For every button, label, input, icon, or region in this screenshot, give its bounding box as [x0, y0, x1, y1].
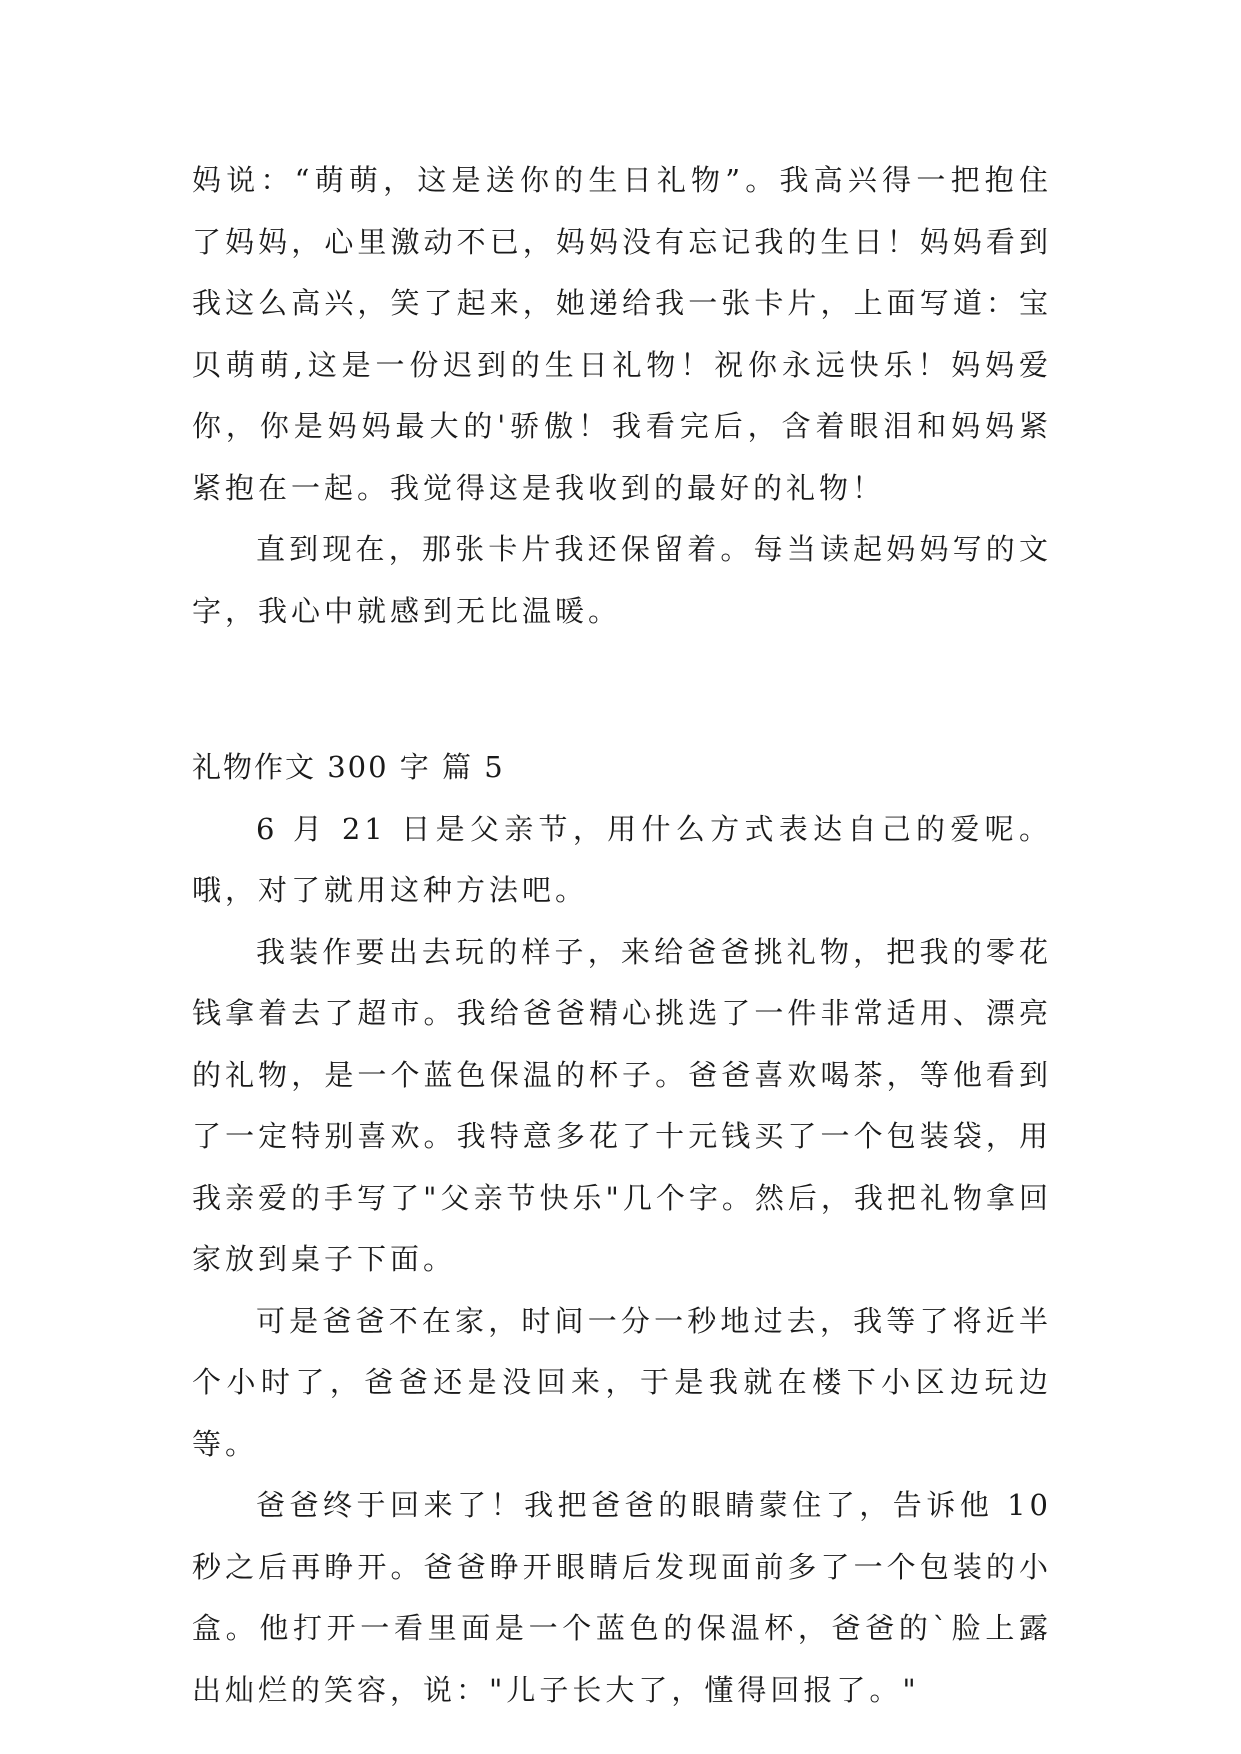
paragraph-card-kept: 直到现在，那张卡片我还保留着。每当读起妈妈写的文字，我心中就感到无比温暖。: [192, 532, 1052, 628]
section-heading: 礼物作文 300 字 篇 5: [192, 750, 505, 784]
document-body: [192, 150, 1066, 1721]
paragraph-waiting: 可是爸爸不在家，时间一分一秒地过去，我等了将近半个小时了，爸爸还是没回来，于是我就在楼下小区边玩边等。: [192, 1303, 1052, 1461]
paragraph-fathers-day: 6 月 21 日是父亲节，用什么方式表达自己的爱呢。哦，对了就用这种方法吧。: [192, 811, 1052, 907]
paragraph-gift-from-mom: 妈说：“萌萌，这是送你的生日礼物”。我高兴得一把抱住了妈妈，心里激动不已，妈妈没有忘记我的生日！妈妈看到我这么高兴，笑了起来，她递给我一张卡片，上面写道：宝贝萌萌,这是一份迟到的生日礼物！祝你永远快乐！妈妈爱你，你是妈妈最大的'骄傲！我看完后，含着眼泪和妈妈紧紧抱在一起。我觉得这是我收到的最好的礼物！: [192, 163, 1052, 505]
section-gap: [192, 642, 1052, 737]
paragraph-surprise: 爸爸终于回来了！我把爸爸的眼睛蒙住了，告诉他 10 秒之后再睁开。爸爸睁开眼睛后发现面前多了一个包装的小盒。他打开一看里面是一个蓝色的保温杯，爸爸的`脸上露出灿烂的笑容，说："儿子长大了，懂得回报了。": [192, 1488, 1066, 1707]
paragraph-buying-gift: 我装作要出去玩的样子，来给爸爸挑礼物，把我的零花钱拿着去了超市。我给爸爸精心挑选了一件非常适用、漂亮的礼物，是一个蓝色保温的杯子。爸爸喜欢喝茶，等他看到了一定特别喜欢。我特意多花了十元钱买了一个包装袋，用我亲爱的手写了"父亲节快乐"几个字。然后，我把礼物拿回家放到桌子下面。: [192, 934, 1052, 1276]
